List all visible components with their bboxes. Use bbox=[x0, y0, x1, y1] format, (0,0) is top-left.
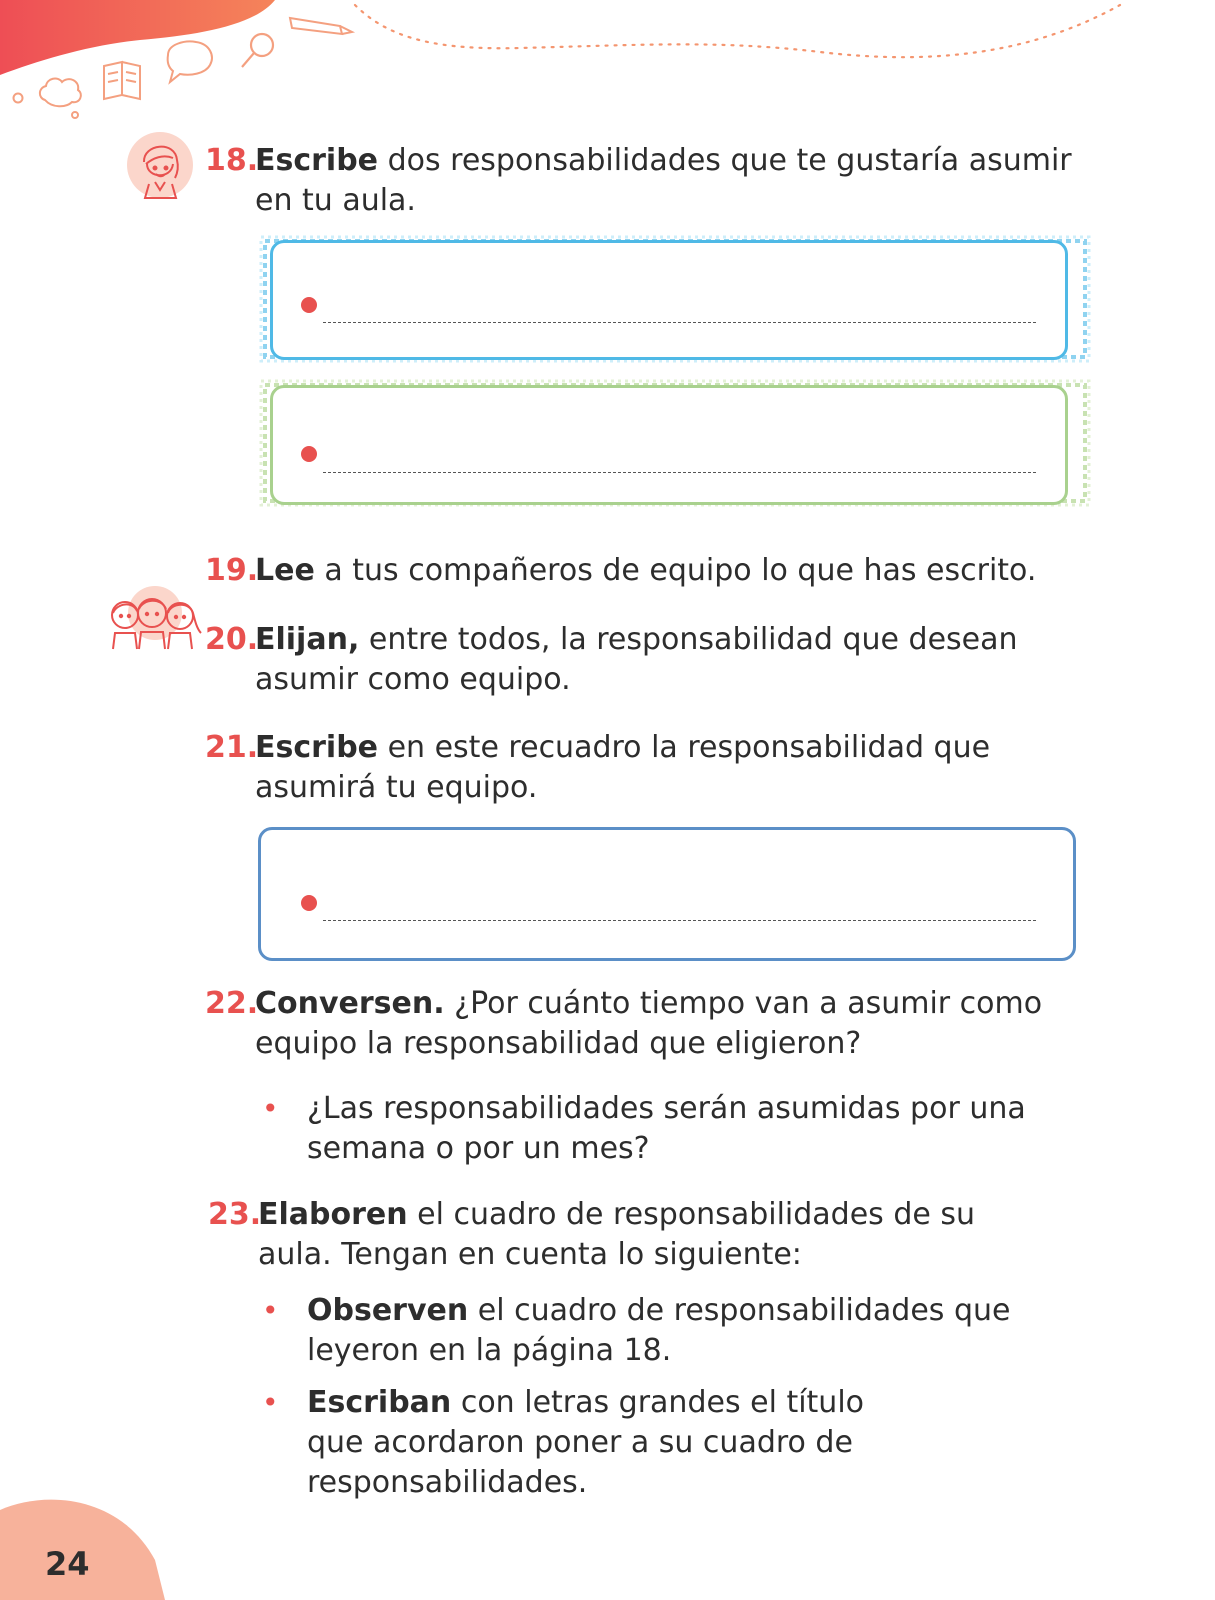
activity-18 bbox=[205, 141, 1105, 221]
thought-cloud-icon bbox=[14, 79, 81, 118]
book-icon bbox=[104, 62, 140, 99]
pencil-icon bbox=[290, 18, 352, 34]
activity-verb: Elaboren bbox=[258, 1197, 408, 1232]
activity-body: dos responsabilidades que te gustaría asumir en tu aula. bbox=[255, 143, 1072, 218]
answer-line-2[interactable] bbox=[323, 472, 1036, 473]
bullet-dot bbox=[301, 895, 317, 911]
activity-number: 19. bbox=[205, 553, 259, 588]
activity-verb: Escribe bbox=[255, 730, 379, 765]
header-decoration bbox=[0, 0, 1215, 130]
activity-22 bbox=[205, 984, 1105, 1064]
bullet-marker: • bbox=[262, 1386, 279, 1419]
activity-body: a tus compañeros de equipo lo que has escrito. bbox=[314, 553, 1037, 588]
activity-verb: Elijan, bbox=[255, 622, 360, 657]
bullet-item bbox=[262, 1383, 1082, 1503]
bullet-dot bbox=[301, 297, 317, 313]
bullet-dot bbox=[301, 446, 317, 462]
magnifier-icon bbox=[242, 34, 273, 67]
activity-number: 21. bbox=[205, 730, 259, 765]
bullet-marker: • bbox=[262, 1294, 279, 1327]
activity-body: el cuadro de responsabilidades de su aula. Tengan en cuenta lo siguiente: bbox=[258, 1197, 976, 1272]
activity-text bbox=[255, 141, 1105, 221]
bullet-text: Observen el cuadro de responsabilidades que leyeron en la página 18. bbox=[307, 1293, 1011, 1368]
activity-body: entre todos, la responsabilidad que desean asumir como equipo. bbox=[255, 622, 1018, 697]
activity-body: ¿Por cuánto tiempo van a asumir como equipo la responsabilidad que eligieron? bbox=[255, 986, 1043, 1061]
activity-text bbox=[255, 620, 1045, 700]
speech-bubble-icon bbox=[168, 42, 212, 82]
activity-21 bbox=[205, 728, 1105, 808]
girl-avatar-icon bbox=[127, 128, 197, 204]
bullet-item bbox=[262, 1291, 1082, 1371]
page-number: 24 bbox=[45, 1545, 90, 1583]
activity-text bbox=[255, 551, 1105, 591]
activity-text bbox=[255, 984, 1085, 1064]
team-answer-box[interactable] bbox=[258, 827, 1076, 961]
bullet-marker: • bbox=[262, 1092, 279, 1125]
team-answer-line[interactable] bbox=[323, 920, 1036, 921]
activity-text bbox=[258, 1195, 1038, 1275]
bullet-text: Escriban con letras grandes el título que acordaron poner a su cuadro de responsabilidades. bbox=[307, 1385, 865, 1500]
bullet-item bbox=[262, 1089, 1082, 1169]
activity-number: 18. bbox=[205, 143, 259, 178]
activity-verb: Lee bbox=[255, 553, 315, 588]
answer-box-1[interactable] bbox=[270, 240, 1068, 360]
activity-20 bbox=[205, 620, 1105, 700]
activity-body: en este recuadro la responsabilidad que asumirá tu equipo. bbox=[255, 730, 991, 805]
answer-box-2[interactable] bbox=[270, 385, 1068, 505]
activity-23 bbox=[208, 1195, 1108, 1275]
activity-19 bbox=[205, 551, 1105, 591]
activity-number: 23. bbox=[208, 1197, 262, 1232]
activity-number: 22. bbox=[205, 986, 259, 1021]
bullet-text: ¿Las responsabilidades serán asumidas por una semana o por un mes? bbox=[307, 1091, 1026, 1166]
activity-verb: Escribe bbox=[255, 143, 379, 178]
activity-text bbox=[255, 728, 1015, 808]
group-avatar-icon bbox=[105, 585, 205, 657]
answer-line-1[interactable] bbox=[323, 322, 1036, 323]
activity-verb: Conversen. bbox=[255, 986, 445, 1021]
activity-number: 20. bbox=[205, 622, 259, 657]
